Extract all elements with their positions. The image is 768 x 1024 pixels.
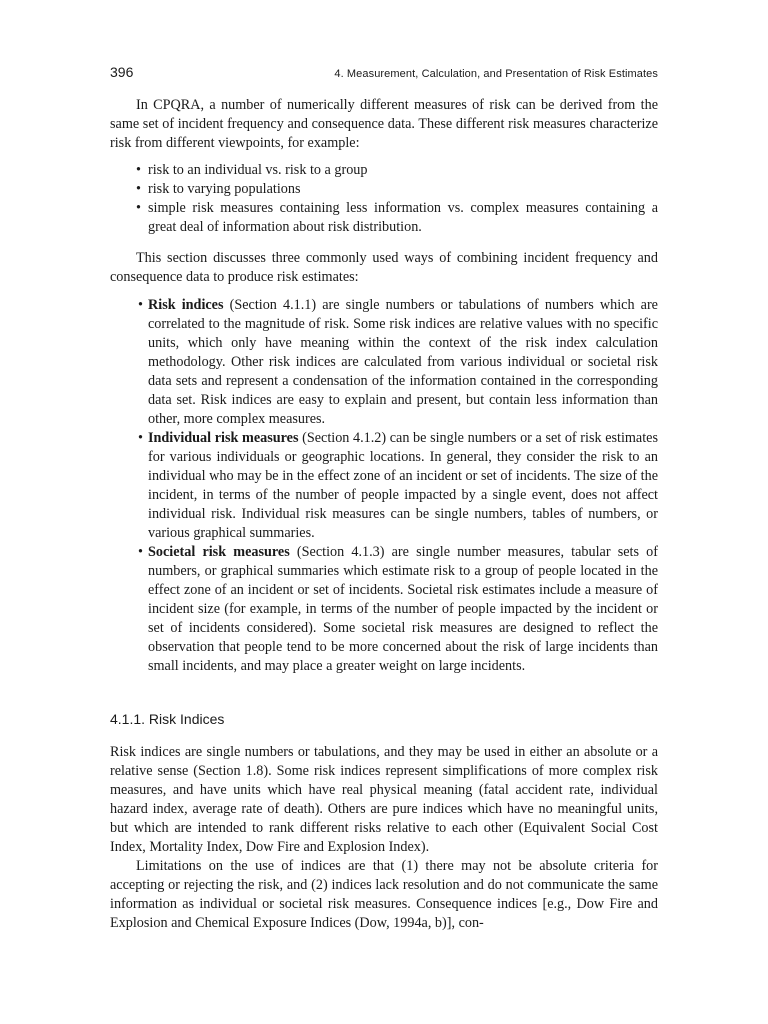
page-number: 396 xyxy=(110,64,134,80)
viewpoint-list xyxy=(110,161,658,237)
term-societal-risk: Societal risk measures xyxy=(148,544,290,560)
risk-measure-list xyxy=(110,296,658,676)
term-individual-risk: Individual risk measures xyxy=(148,430,299,446)
section-paragraph-2: Limitations on the use of indices are that (1) there may not be absolute criteria for accepting or rejecting the risk, and (2) indices lack resolution and do not communicate the same information as individual or societal risk measures. Consequence indices [e.g., Dow Fire and Explosion and Chemical Exposure Indices (Dow, 1994a, b)], con- xyxy=(110,858,658,931)
list-item-societal-risk xyxy=(148,543,658,676)
intro-paragraph: In CPQRA, a number of numerically different measures of risk can be derived from the same set of incident frequency and consequence data. These different risk measures characterize risk from different viewpoints, for example: xyxy=(110,97,658,151)
page-header xyxy=(110,64,658,80)
section-heading: 4.1.1. Risk Indices xyxy=(110,711,225,727)
list-item: • risk to an individual vs. risk to a group xyxy=(136,161,658,180)
list-item: • risk to varying populations xyxy=(136,180,658,199)
description-societal-risk: (Section 4.1.3) are single number measures, tabular sets of numbers, or graphical summaries which estimate risk to a group of people located in the effect zone of an incident or set of incidents. Societal risk estimates include a measure of incident size (for example, in terms of the number of people impacted by the incident or set of incidents considered). Some societal risk measures are designed to reflect the observation that people tend to be more concerned about the risk of large incidents than small incidents, and may place a greater weight on large incidents. xyxy=(148,544,658,674)
list-item-risk-indices xyxy=(148,296,658,429)
running-head: 4. Measurement, Calculation, and Presentation of Risk Estimates xyxy=(334,68,658,80)
term-risk-indices: Risk indices xyxy=(148,297,224,313)
methods-paragraph: This section discusses three commonly used ways of combining incident frequency and consequence data to produce risk estimates: xyxy=(110,250,658,285)
description-risk-indices: (Section 4.1.1) are single numbers or tabulations of numbers which are correlated to the magnitude of risk. Some risk indices are relative values with no specific units, which only have meaning within the context of the risk index calculation methodology. Other risk indices are calculated from various individual or societal risk data sets and represent a condensation of the information contained in the corresponding data set. Risk indices are easy to explain and present, but contain less information than other, more complex measures. xyxy=(148,297,658,427)
list-item: • simple risk measures containing less information vs. complex measures containing a great deal of information about risk distribution. xyxy=(136,199,658,237)
description-individual-risk: (Section 4.1.2) can be single numbers or a set of risk estimates for various individuals or geographic locations. In general, they consider the risk to an individual who may be in the effect zone of an incident or set of incidents. The size of the incident, in terms of the number of people impacted by a single event, does not affect individual risk. Individual risk measures can be single numbers, tables of numbers, or various graphical summaries. xyxy=(148,430,658,541)
section-paragraph-1: Risk indices are single numbers or tabulations, and they may be used in either an absolute or a relative sense (Section 1.8). Some risk indices represent simplifications of more complex risk measures, and have units which have real physical meaning (fatal accident rate, individual hazard index, average rate of death). Others are pure indices which have no meaningful units, but which are intended to rank different risks relative to each other (Equivalent Social Cost Index, Mortality Index, Dow Fire and Explosion Index). xyxy=(110,744,658,855)
list-item-individual-risk xyxy=(148,429,658,543)
page-body xyxy=(110,96,658,933)
